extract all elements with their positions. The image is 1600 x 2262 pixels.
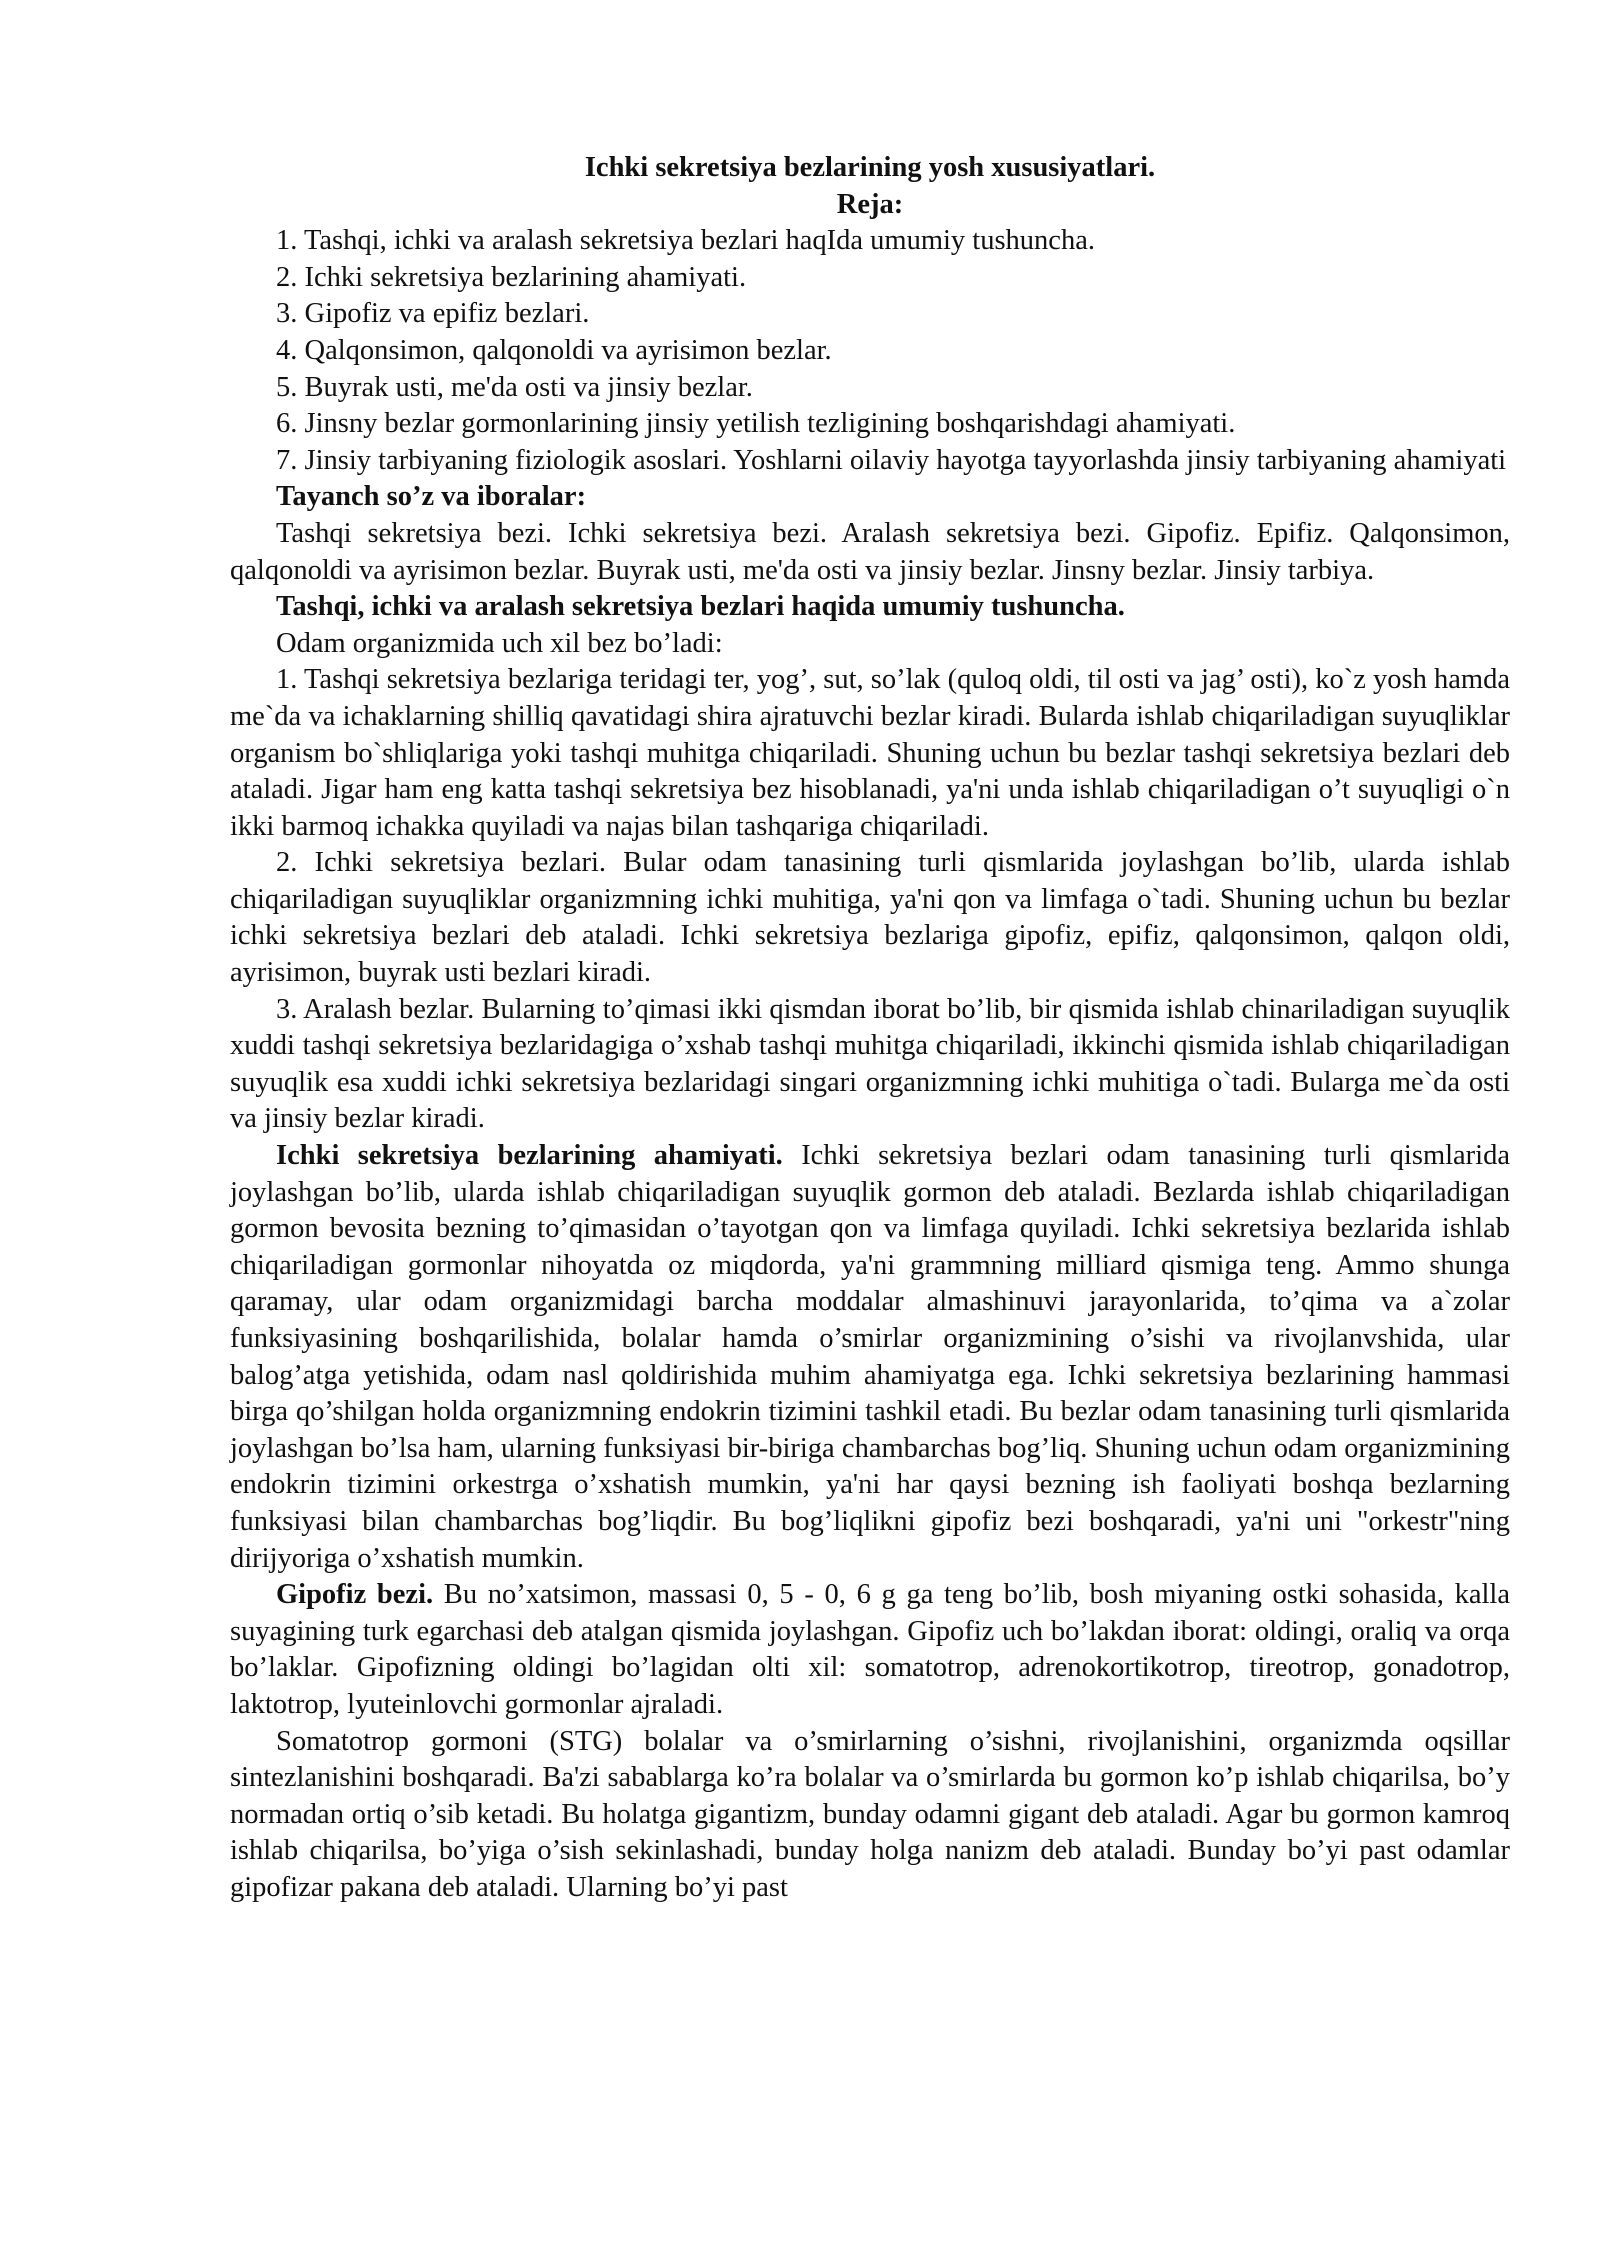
section1-heading: Tashqi, ichki va aralash sekretsiya bezlari haqida umumiy tushuncha. — [276, 591, 1125, 623]
plan-item-4: 4. Qalqonsimon, qalqonoldi va ayrisimon bezlar. — [276, 334, 832, 366]
plan-item-7: 7. Jinsiy tarbiyaning fiziologik asoslari. Yoshlarni oilaviy hayotga tayyorlashda jinsiy tarbiyaning ahamiyati — [276, 444, 1507, 476]
section3-paragraph-2: Somatotrop gormoni (STG) bolalar va o’smirlarning o’sishni, rivojlanishini, organizmda oqsillar sintezlanishini boshqaradi. Ba'zi sabablarga ko’ra bolalar va o’smirlarda bu gormon ko’p ishlab chiqarilsa, bo’y normadan ortiq o’sib ketadi. Bu holatga gigantizm, bunday odamni gigant deb ataladi. Agar bu gormon kamroq ishlab chiqarilsa, bo’yiga o’sish sekinlashadi, bunday holga nanizm deb ataladi. Bunday bo’yi past odamlar gipofizar pakana deb ataladi. Ularning bo’yi past — [230, 1725, 1510, 1903]
keywords-heading: Tayanch so’z va iboralar: — [276, 481, 587, 513]
document-page — [230, 150, 1510, 1907]
plan-item-2: 2. Ichki sekretsiya bezlarining ahamiyati. — [276, 261, 747, 293]
plan-item-5: 5. Buyrak usti, me'da osti va jinsiy bezlar. — [276, 371, 753, 403]
section1-paragraph-3: 3. Aralash bezlar. Bularning to’qimasi ikki qismdan iborat bo’lib, bir qismida ishlab chinariladigan suyuqlik xuddi tashqi sekretsiya bezlaridagiga o’xshab tashqi muhitga chiqariladi, ikkinchi qismida ishlab chiqariladigan suyuqlik esa xuddi ichki sekretsiya bezlaridagi singari organizmning ichki muhitiga o`tadi. Bularga me`da osti va jinsiy bezlar kiradi. — [230, 993, 1510, 1135]
section3-text: Bu no’xatsimon, massasi 0, 5 - 0, 6 g ga teng bo’lib, bosh miyaning ostki sohasida, kalla suyagining turk egarchasi deb atalgan qismida joylashgan. Gipofiz uch bo’lakdan iborat: oldingi, oraliq va orqa bo’laklar. Gipofizning oldingi bo’lagidan olti xil: somatotrop, adrenokortikotrop, tireotrop, gonadotrop, laktotrop, lyuteinlovchi gormonlar ajraladi. — [230, 1579, 1510, 1720]
section3-paragraph — [230, 1577, 1510, 1723]
section2-text: Ichki sekretsiya bezlari odam tanasining turli qismlarida joylashgan bo’lib, ularda ishlab chiqariladigan suyuqlik gormon deb ataladi. Bezlarda ishlab chiqariladigan gormon bevosita bezning to’qimasidan o’tayotgan qon va limfaga quyiladi. Ichki sekretsiya bezlarida ishlab chiqariladigan gormonlar nihoyatda oz miqdorda, ya'ni grammning milliard qismiga teng. Ammo shunga qaramay, ular odam organizmidagi barcha moddalar almashinuvi jarayonlarida, to’qima va a`zolar funksiyasining boshqarilishida, bolalar hamda o’smirlar organizmining o’sishi va rivojlanvshida, ular balog’atga yetishida, odam nasl qoldirishida muhim ahamiyatga ega. Ichki sekretsiya bezlarining hammasi birga qo’shilgan holda organizmning endokrin tizimini tashkil etadi. Bu bezlar odam tanasining turli qismlarida joylashgan bo’lsa ham, ularning funksiyasi bir-biriga chambarchas bog’liq. Shuning uchun odam organizmining endokrin tizimini orkestrga o’xshatish mumkin, ya'ni har qaysi bezning ish faoliyati boshqa bezlarning funksiyasi bilan chambarchas bog’liqdir. Bu bog’liqlikni gipofiz bezi boshqaradi, ya'ni uni "orkestr"ning dirijyoriga o’xshatish mumkin. — [230, 1140, 1510, 1574]
keywords-text: Tashqi sekretsiya bezi. Ichki sekretsiya bezi. Aralash sekretsiya bezi. Gipofiz. Epifiz. Qalqonsimon, qalqonoldi va ayrisimon bezlar. Buyrak usti, me'da osti va jinsiy bezlar. Jinsny bezlar. Jinsiy tarbiya. — [230, 517, 1510, 586]
plan-item-1: 1. Tashqi, ichki va aralash sekretsiya bezlari haqIda umumiy tushuncha. — [276, 225, 1095, 257]
section2-lead: Ichki sekretsiya bezlarining ahamiyati. — [276, 1140, 783, 1172]
section3-lead: Gipofiz bezi. — [276, 1579, 434, 1611]
plan-heading: Reja: — [836, 188, 904, 220]
section1-intro: Odam organizmida uch xil bez bo’ladi: — [276, 627, 723, 659]
section1-paragraph-2: 2. Ichki sekretsiya bezlari. Bular odam tanasining turli qismlarida joylashgan bo’lib, ularda ishlab chiqariladigan suyuqliklar organizmning ichki muhitiga, ya'ni qon va limfaga o`tadi. Shuning uchun bu bezlar ichki sekretsiya bezlari deb ataladi. Ichki sekretsiya bezlariga gipofiz, epifiz, qalqonsimon, qalqon oldi, ayrisimon, buyrak usti bezlari kiradi. — [230, 847, 1510, 989]
plan-item-3: 3. Gipofiz va epifiz bezlari. — [276, 298, 590, 330]
plan-item-6: 6. Jinsny bezlar gormonlarining jinsiy yetilish tezligining boshqarishdagi ahamiyati. — [276, 408, 1236, 440]
section1-paragraph-1: 1. Tashqi sekretsiya bezlariga teridagi ter, yog’, sut, so’lak (quloq oldi, til osti va jag’ osti), ko`z yosh hamda me`da va ichaklarning shilliq qavatidagi shira ajratuvchi bezlar kiradi. Bularda ishlab chiqariladigan suyuqliklar organism bo`shliqlariga yoki tashqi muhitga chiqariladi. Shuning uchun bu bezlar tashqi sekretsiya bezlari deb ataladi. Jigar ham eng katta tashqi sekretsiya bez hisoblanadi, ya'ni unda ishlab chiqariladigan o’t suyuqligi o`n ikki barmoq ichakka quyiladi va najas bilan tashqariga chiqariladi. — [230, 664, 1510, 842]
section2-paragraph — [230, 1138, 1510, 1577]
document-title: Ichki sekretsiya bezlarining yosh xususiyatlari. — [584, 152, 1156, 183]
